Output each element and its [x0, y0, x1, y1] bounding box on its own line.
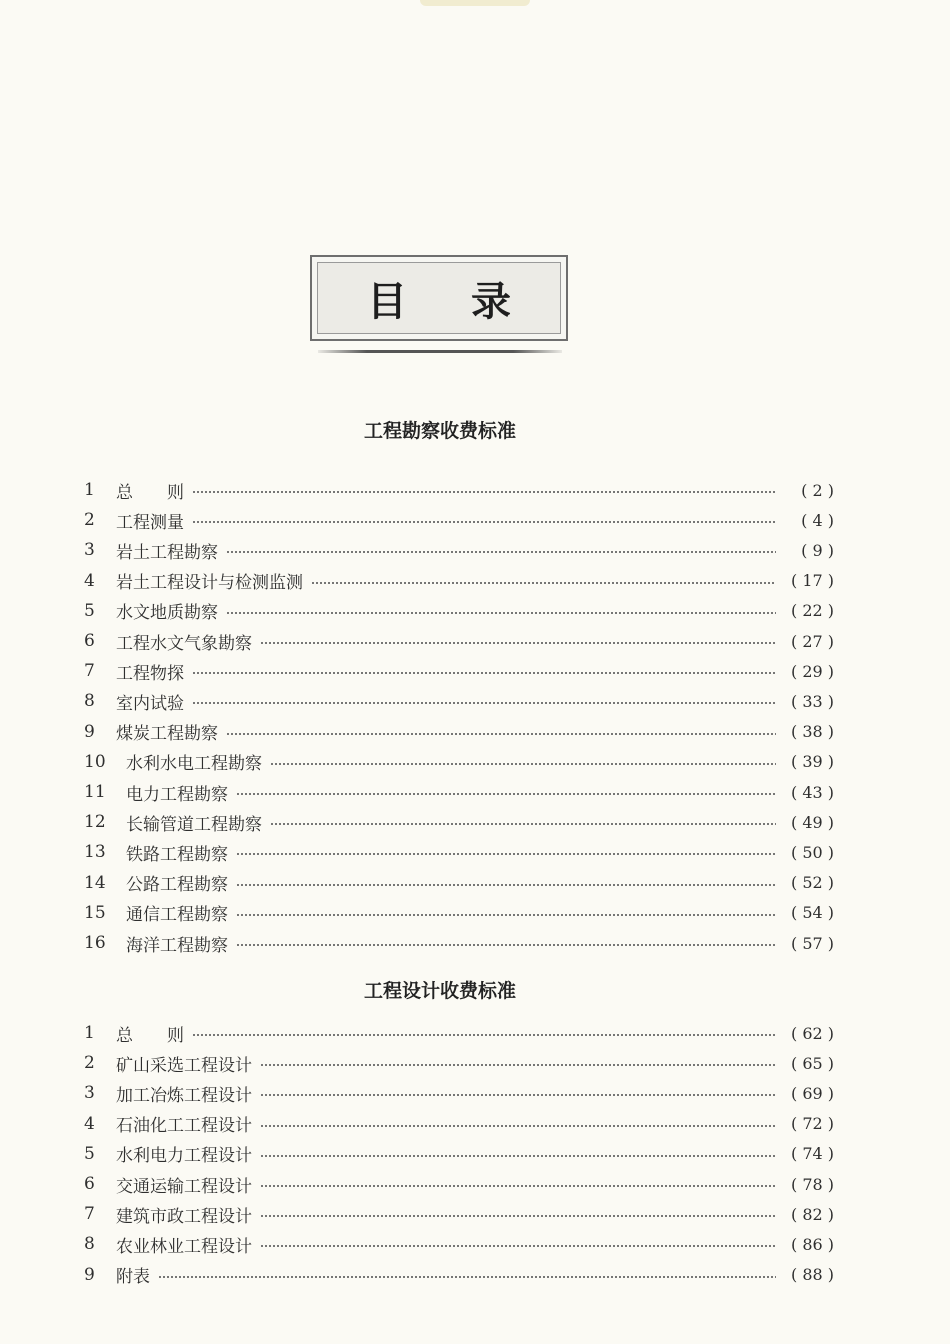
toc-entry-label: 电力工程勘察	[126, 784, 228, 805]
toc-entry[interactable]	[84, 475, 834, 505]
toc-entry[interactable]	[84, 1078, 834, 1108]
toc-entry-number: 15	[84, 902, 106, 923]
toc-entry-page: ( 39 )	[790, 752, 834, 772]
toc-entry-label: 水利水电工程勘察	[126, 754, 262, 775]
toc-entry-number: 7	[84, 661, 95, 682]
toc-entry[interactable]	[84, 505, 834, 535]
toc-entry-page: ( 88 )	[790, 1265, 834, 1285]
toc-entry-page: ( 27 )	[790, 631, 834, 651]
toc-entry[interactable]	[84, 596, 834, 626]
toc-leader-dots	[260, 1155, 776, 1157]
toc-entry[interactable]	[84, 1229, 834, 1259]
toc-entry-label: 水利电力工程设计	[116, 1146, 252, 1167]
toc-entry-page: ( 4 )	[801, 510, 834, 530]
toc-entry-number: 4	[84, 570, 95, 591]
toc-entry[interactable]	[84, 656, 834, 686]
toc-leader-dots	[236, 884, 776, 886]
toc-entry-page: ( 72 )	[790, 1114, 834, 1134]
toc-entry-number: 14	[84, 872, 106, 893]
toc-entry-page: ( 82 )	[790, 1204, 834, 1224]
toc-entry-label: 岩土工程设计与检测监测	[116, 573, 303, 594]
toc-entry-label: 总 则	[116, 482, 184, 503]
toc-entry-number: 16	[84, 933, 106, 953]
toc-entry-label: 通信工程勘察	[126, 905, 228, 926]
heading-underline	[318, 350, 562, 353]
toc-entry-page: ( 38 )	[790, 722, 834, 742]
toc-leader-dots	[236, 944, 776, 946]
toc-entry-label: 工程测量	[116, 512, 184, 533]
toc-entry[interactable]	[84, 777, 834, 807]
toc-leader-dots	[236, 853, 776, 855]
toc-entry-page: ( 17 )	[790, 571, 834, 591]
toc-entry-label: 岩土工程勘察	[116, 542, 218, 563]
toc-entry-number: 5	[84, 1143, 95, 1164]
toc-entry-page: ( 57 )	[790, 933, 834, 953]
toc-leader-dots	[226, 733, 776, 735]
section-title: 工程设计收费标准	[363, 980, 516, 1002]
toc-entry-number: 1	[84, 1023, 95, 1043]
toc-entry-label: 建筑市政工程设计	[116, 1206, 252, 1227]
toc-leader-dots	[260, 1215, 776, 1217]
toc-entry-page: ( 49 )	[790, 812, 834, 832]
toc-leader-dots	[192, 1034, 776, 1036]
toc-entry-number: 10	[84, 751, 106, 772]
toc-leader-dots	[236, 914, 776, 916]
toc-leader-dots	[270, 823, 776, 825]
toc-entry-label: 室内试验	[116, 693, 184, 714]
toc-entry[interactable]	[84, 1199, 834, 1229]
toc-entry[interactable]	[84, 626, 834, 656]
toc-entry-label: 交通运输工程设计	[116, 1176, 252, 1197]
toc-entry-number: 2	[84, 1053, 95, 1074]
toc-entry-number: 5	[84, 600, 95, 621]
toc-entry-number: 9	[84, 1264, 95, 1285]
toc-entry-label: 水文地质勘察	[116, 603, 218, 624]
toc-leader-dots	[260, 1245, 776, 1247]
toc-heading-box	[310, 255, 575, 341]
toc-entry-label: 长输管道工程勘察	[126, 814, 262, 835]
toc-entry-page: ( 74 )	[790, 1144, 834, 1164]
toc-entry-label: 总 则	[116, 1025, 184, 1046]
toc-entry-page: ( 54 )	[790, 903, 834, 923]
section-title: 工程勘察收费标准	[363, 420, 516, 442]
toc-entry[interactable]	[84, 1169, 834, 1199]
toc-entry-page: ( 52 )	[790, 873, 834, 893]
toc-entry-number: 3	[84, 540, 95, 561]
toc-entry-label: 海洋工程勘察	[126, 935, 228, 956]
toc-entry-label: 农业林业工程设计	[116, 1236, 252, 1257]
toc-leader-dots	[236, 793, 776, 795]
toc-entry[interactable]	[84, 1139, 834, 1169]
toc-entry-number: 1	[84, 480, 95, 500]
toc-entry-page: ( 62 )	[790, 1023, 834, 1043]
toc-leader-dots	[192, 491, 776, 493]
toc-leader-dots	[260, 642, 776, 644]
toc-entry[interactable]	[84, 1018, 834, 1048]
toc-entry-number: 9	[84, 721, 95, 742]
toc-entry-label: 公路工程勘察	[126, 875, 228, 896]
toc-entry-page: ( 22 )	[790, 601, 834, 621]
toc-entry-number: 6	[84, 631, 95, 651]
toc-entry-number: 13	[84, 842, 106, 863]
toc-entry[interactable]	[84, 1109, 834, 1139]
toc-heading: 目录	[367, 277, 575, 325]
toc-entry[interactable]	[84, 868, 834, 898]
toc-entry[interactable]	[84, 807, 834, 837]
toc-entry[interactable]	[84, 535, 834, 565]
toc-entry-number: 12	[84, 812, 106, 833]
toc-leader-dots	[226, 612, 776, 614]
toc-leader-dots	[158, 1276, 776, 1278]
toc-leader-dots	[192, 672, 776, 674]
toc-leader-dots	[260, 1094, 776, 1096]
toc-entry-label: 石油化工工程设计	[116, 1116, 252, 1137]
toc-entry-number: 6	[84, 1174, 95, 1194]
toc-entry-number: 4	[84, 1113, 95, 1134]
toc-entry-label: 工程物探	[116, 663, 184, 684]
toc-entry-label: 煤炭工程勘察	[116, 724, 218, 745]
toc-entry-page: ( 86 )	[790, 1234, 834, 1254]
toc-entry-number: 3	[84, 1083, 95, 1104]
toc-entry-number: 8	[84, 1234, 95, 1255]
toc-entry-page: ( 78 )	[790, 1174, 834, 1194]
toc-leader-dots	[260, 1064, 776, 1066]
toc-entry[interactable]	[84, 1048, 834, 1078]
toc-entry-number: 2	[84, 510, 95, 531]
toc-leader-dots	[226, 551, 776, 553]
toc-entry[interactable]	[84, 837, 834, 867]
toc-entry-label: 加工冶炼工程设计	[116, 1085, 252, 1106]
toc-entry-number: 11	[84, 782, 106, 802]
toc-entry[interactable]	[84, 1260, 834, 1290]
toc-entry-page: ( 33 )	[790, 691, 834, 711]
toc-entry[interactable]	[84, 566, 834, 596]
page-top-mark	[420, 0, 530, 6]
toc-entry-page: ( 65 )	[790, 1053, 834, 1073]
toc-leader-dots	[192, 521, 776, 523]
toc-entry-number: 8	[84, 691, 95, 712]
toc-entry-page: ( 43 )	[790, 782, 834, 802]
toc-entry[interactable]	[84, 928, 834, 958]
toc-entry[interactable]	[84, 898, 834, 928]
toc-entry-label: 附表	[116, 1267, 150, 1288]
toc-entry[interactable]	[84, 717, 834, 747]
toc-entry-page: ( 50 )	[790, 842, 834, 862]
toc-entry-label: 铁路工程勘察	[126, 844, 228, 865]
toc-entry-page: ( 29 )	[790, 661, 834, 681]
toc-leader-dots	[311, 582, 776, 584]
toc-entry-page: ( 2 )	[801, 480, 834, 500]
toc-entry-label: 矿山采选工程设计	[116, 1055, 252, 1076]
toc-entry[interactable]	[84, 686, 834, 716]
toc-entry-label: 工程水文气象勘察	[116, 633, 252, 654]
toc-entry-number: 7	[84, 1204, 95, 1225]
toc-leader-dots	[270, 763, 776, 765]
toc-leader-dots	[192, 702, 776, 704]
toc-leader-dots	[260, 1125, 776, 1127]
toc-leader-dots	[260, 1185, 776, 1187]
toc-entry-page: ( 69 )	[790, 1083, 834, 1103]
toc-entry-page: ( 9 )	[801, 540, 834, 560]
toc-entry[interactable]	[84, 747, 834, 777]
